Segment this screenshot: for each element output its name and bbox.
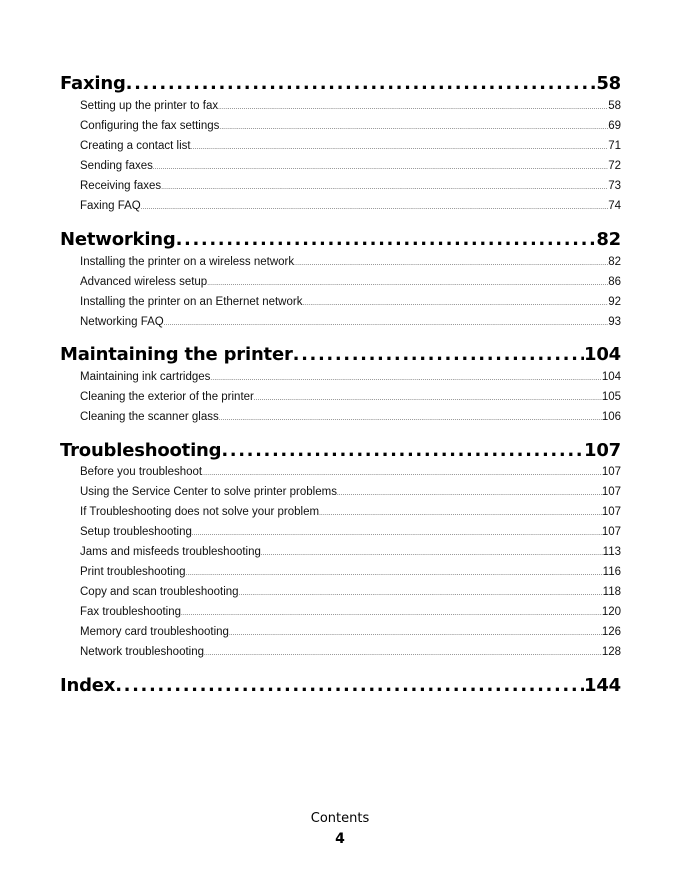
dot-leader [126, 72, 597, 96]
chapter-title: Index [60, 675, 116, 696]
entry-page: 82 [608, 256, 621, 268]
toc-entry[interactable] [80, 389, 621, 405]
entry-page: 105 [601, 391, 621, 403]
chapter-page: 107 [584, 440, 621, 461]
toc-entry[interactable] [80, 544, 621, 560]
entry-title: Cleaning the exterior of the printer [80, 391, 254, 403]
toc-entry[interactable] [80, 369, 621, 385]
entry-title: Receiving faxes [80, 180, 162, 192]
dot-leader [181, 604, 602, 622]
entry-page: 107 [601, 506, 621, 518]
entry-title: Creating a contact list [80, 140, 191, 152]
entry-title: Faxing FAQ [80, 200, 141, 212]
toc-chapter-maintaining[interactable] [60, 343, 621, 367]
entry-page: 120 [601, 606, 621, 618]
chapter-page: 104 [584, 344, 621, 365]
entry-title: Jams and misfeeds troubleshooting [80, 546, 261, 558]
toc-entry[interactable] [80, 98, 621, 114]
toc-entry[interactable] [80, 138, 621, 154]
dot-leader [261, 544, 603, 562]
entry-page: 116 [602, 566, 621, 578]
toc-entry[interactable] [80, 484, 621, 500]
toc-chapter-faxing[interactable] [60, 72, 621, 96]
dot-leader [176, 228, 597, 252]
chapter-title: Troubleshooting [60, 440, 222, 461]
entry-title: Network troubleshooting [80, 646, 205, 658]
toc-entry[interactable] [80, 409, 621, 425]
dot-leader [161, 178, 608, 196]
toc-entry[interactable] [80, 198, 621, 214]
entry-page: 126 [601, 626, 621, 638]
dot-leader [192, 524, 602, 542]
entry-page: 74 [608, 200, 621, 212]
footer-page-number: 4 [335, 831, 345, 847]
toc-entry[interactable] [80, 274, 621, 290]
dot-leader [141, 198, 608, 216]
entry-title: Print troubleshooting [80, 566, 186, 578]
dot-leader [210, 369, 601, 387]
dot-leader [207, 274, 608, 292]
dot-leader [293, 343, 584, 367]
entry-title: Maintaining ink cartridges [80, 371, 211, 383]
chapter-title: Networking [60, 229, 176, 250]
dot-leader [294, 254, 608, 272]
entry-page: 107 [601, 526, 621, 538]
dot-leader [219, 409, 602, 427]
entry-page: 104 [601, 371, 621, 383]
entry-title: Networking FAQ [80, 316, 164, 328]
dot-leader [319, 504, 602, 522]
dot-leader [254, 389, 602, 407]
entry-title: Advanced wireless setup [80, 276, 208, 288]
chapter-page: 58 [596, 73, 621, 94]
entry-title: Fax troubleshooting [80, 606, 182, 618]
dot-leader [239, 584, 603, 602]
toc-entry[interactable] [80, 178, 621, 194]
toc-entry[interactable] [80, 314, 621, 330]
entry-title: Using the Service Center to solve printer problems [80, 486, 337, 498]
entry-page: 118 [602, 586, 621, 598]
entry-title: Configuring the fax settings [80, 120, 220, 132]
chapter-page: 144 [584, 675, 621, 696]
toc-entry[interactable] [80, 504, 621, 520]
entry-page: 71 [608, 140, 621, 152]
toc-entry[interactable] [80, 624, 621, 640]
dot-leader [302, 294, 608, 312]
dot-leader [219, 118, 608, 136]
dot-leader [218, 98, 608, 116]
entry-title: Setup troubleshooting [80, 526, 192, 538]
entry-title: Cleaning the scanner glass [80, 411, 219, 423]
entry-page: 107 [601, 466, 621, 478]
entry-title: If Troubleshooting does not solve your problem [80, 506, 320, 518]
dot-leader [185, 564, 602, 582]
entry-page: 72 [608, 160, 621, 172]
dot-leader [337, 484, 602, 502]
dot-leader [221, 439, 584, 463]
entry-page: 86 [608, 276, 621, 288]
entry-title: Setting up the printer to fax [80, 100, 219, 112]
toc-entry[interactable] [80, 158, 621, 174]
entry-title: Copy and scan troubleshooting [80, 586, 239, 598]
entry-page: 93 [608, 316, 621, 328]
toc-entry[interactable] [80, 524, 621, 540]
toc-entry[interactable] [80, 644, 621, 660]
entry-title: Sending faxes [80, 160, 153, 172]
dot-leader [229, 624, 602, 642]
toc-entry[interactable] [80, 564, 621, 580]
toc-entry[interactable] [80, 118, 621, 134]
chapter-title: Faxing [60, 73, 126, 94]
entry-title: Installing the printer on an Ethernet network [80, 296, 303, 308]
entry-page: 92 [608, 296, 621, 308]
entry-page: 73 [608, 180, 621, 192]
toc-entry[interactable] [80, 604, 621, 620]
footer-section-label: Contents [310, 811, 370, 826]
entry-page: 106 [601, 411, 621, 423]
entry-page: 69 [608, 120, 621, 132]
toc-entry[interactable] [80, 584, 621, 600]
toc-entry[interactable] [80, 254, 621, 270]
entry-page: 58 [608, 100, 621, 112]
dot-leader [164, 314, 608, 332]
dot-leader [153, 158, 608, 176]
dot-leader [191, 138, 609, 156]
chapter-title: Maintaining the printer [60, 344, 293, 365]
chapter-page: 82 [596, 229, 621, 250]
entry-page: 113 [602, 546, 621, 558]
dot-leader [204, 644, 602, 662]
toc-chapter-networking[interactable] [60, 228, 621, 252]
entry-title: Memory card troubleshooting [80, 626, 229, 638]
entry-title: Installing the printer on a wireless network [80, 256, 295, 268]
toc-chapter-troubleshooting[interactable] [60, 439, 621, 463]
toc-entry[interactable] [80, 464, 621, 480]
entry-title: Before you troubleshoot [80, 466, 203, 478]
toc-entry[interactable] [80, 294, 621, 310]
toc-chapter-index[interactable] [60, 674, 621, 698]
entry-page: 107 [601, 486, 621, 498]
entry-page: 128 [601, 646, 621, 658]
dot-leader [202, 464, 602, 482]
dot-leader [115, 674, 584, 698]
